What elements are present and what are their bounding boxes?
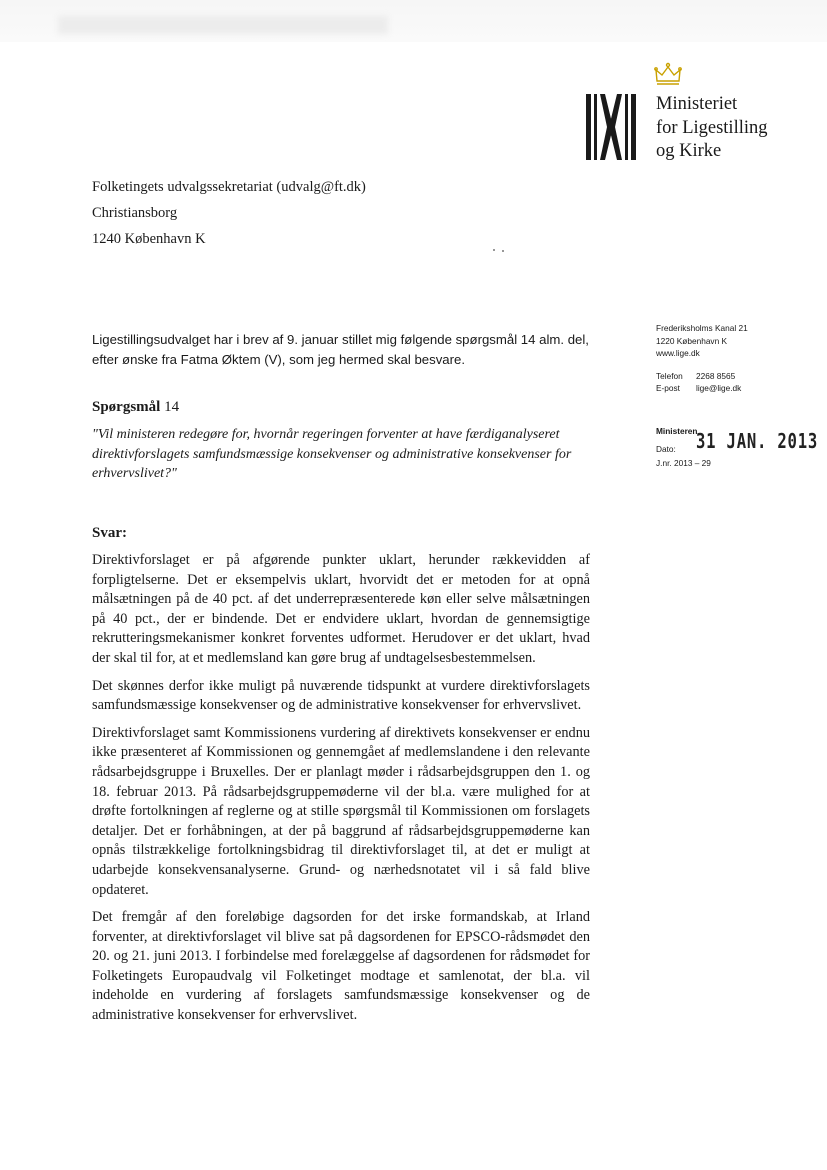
recipient-line: Christiansborg [92, 205, 178, 221]
question-heading [92, 397, 179, 417]
address-line: Frederiksholms Kanal 21 [656, 323, 748, 333]
question-heading-label: Spørgsmål [92, 399, 161, 415]
email-row [656, 382, 816, 395]
answer-paragraph: Direktivforslaget samt Kommissionens vurdering af direktivets konsekvenser er endnu ikke præsenteret af Kommissionen og gennemgået af medlemslandene i den relevante rådsarbejdsgruppe i Bruxelles. Der er planlagt møder i rådsarbejdsgruppen den 1. og 18. februar 2013. På rådsarbejdsgruppemøderne vil der bl.a. være mulighed for at drøfte fortolkningen af reglerne og at stille spørgsmål til Kommissionen om forslagets detaljer. Det er forhåbningen, at der på baggrund af rådsarbejdsgruppemøderne kan opnås tilstrækkelige fortolkningsbidrag til direktivforslaget til, at det er muligt at udarbejde konsekvensanalyserne. Grund- og nærhedsnotatet vil i så fald blive opdateret. [92, 724, 590, 898]
answer-paragraph: Det fremgår af den foreløbige dagsorden for det irske formandskab, at Irland forventer, at direktivforslaget vil blive sat på dagsordenen for EPSCO-rådsmødet den 20. og 21. juni 2013. I forbindelse med forelæggelse af dagsordenen for rådsmødet for Folketingets Europaudvalg vil Folketinget modtage et samlenotat, der bl.a. vil indeholde en vurdering af forslagets samfundsmæssige konsekvenser og de administrative konsekvenser for erhvervslivet. [92, 909, 590, 1024]
intro-paragraph: Ligestillingsudvalget har i brev af 9. januar stillet mig følgende spørgsmål 14 alm. del, efter ønske fra Fatma Øktem (V), som jeg hermed skal besvare. [92, 332, 589, 367]
website-link[interactable]: www.lige.dk [656, 348, 700, 358]
ministry-emblem-icon [586, 94, 636, 160]
recipient-line: Folketingets udvalgssekretariat (udvalg@ft.dk) [92, 179, 366, 195]
recipient-line: 1240 København K [92, 231, 206, 247]
recipient-address [92, 174, 366, 252]
date-label: Dato: [656, 444, 676, 454]
contact-sidebar [656, 322, 819, 470]
question-number: 14 [164, 399, 180, 415]
scan-speck [493, 248, 507, 252]
date-stamp: 31 JAN. 2013 [696, 429, 819, 453]
ministry-name-line: for Ligestilling [656, 117, 768, 138]
phone-number: 2268 8565 [696, 370, 736, 381]
phone-label: Telefon [656, 370, 683, 381]
email-label: E-post [656, 383, 680, 393]
email-link[interactable]: lige@lige.dk [696, 383, 742, 393]
answer-paragraph: Det skønnes derfor ikke muligt på nuværende tidspunkt at vurdere direktivforslagets samfundsmæssige konsekvenser og de administrative konsekvenser for erhvervslivet. [92, 677, 590, 714]
scan-artifact [58, 16, 388, 34]
sender-label: Ministeren [656, 425, 698, 436]
answer-paragraph: Direktivforslaget er på afgørende punkter uklart, herunder rækkevidden af forpligtelserne. Det er eksempelvis uklart, hvorvidt det er metoden for at opnå målsætningen på de 40 pct. af det underrepræsenterede køn eller selve målsætningen på 40 pct., der er bindende. Det er endvidere uklart, hvordan de gennemsigtige rekrutteringsmekanismer konkret forventes udformet. Herudover er det uklart, hvad der skal til for, at et medlemsland kan gøre brug af undtagelsesbestemmelsen. [92, 552, 590, 666]
phone-row [656, 370, 816, 383]
address-line: 1220 København K [656, 335, 728, 346]
answer-heading: Svar: [92, 525, 127, 541]
journal-number: J.nr. 2013 – 29 [656, 458, 711, 468]
ministry-name-line: og Kirke [656, 141, 722, 161]
crown-icon [654, 62, 682, 86]
ministry-name [656, 93, 768, 164]
question-text: "Vil ministeren redegøre for, hvornår regeringen forventer at have færdiganalyseret direktivforslagets samfundsmæssige konsekvenser og administrative konsekvenser for erhvervslivet?" [92, 427, 572, 481]
scan-artifact-band [0, 0, 827, 42]
answer-body [92, 551, 590, 1034]
ministry-name-line: Ministeriet [656, 94, 738, 114]
